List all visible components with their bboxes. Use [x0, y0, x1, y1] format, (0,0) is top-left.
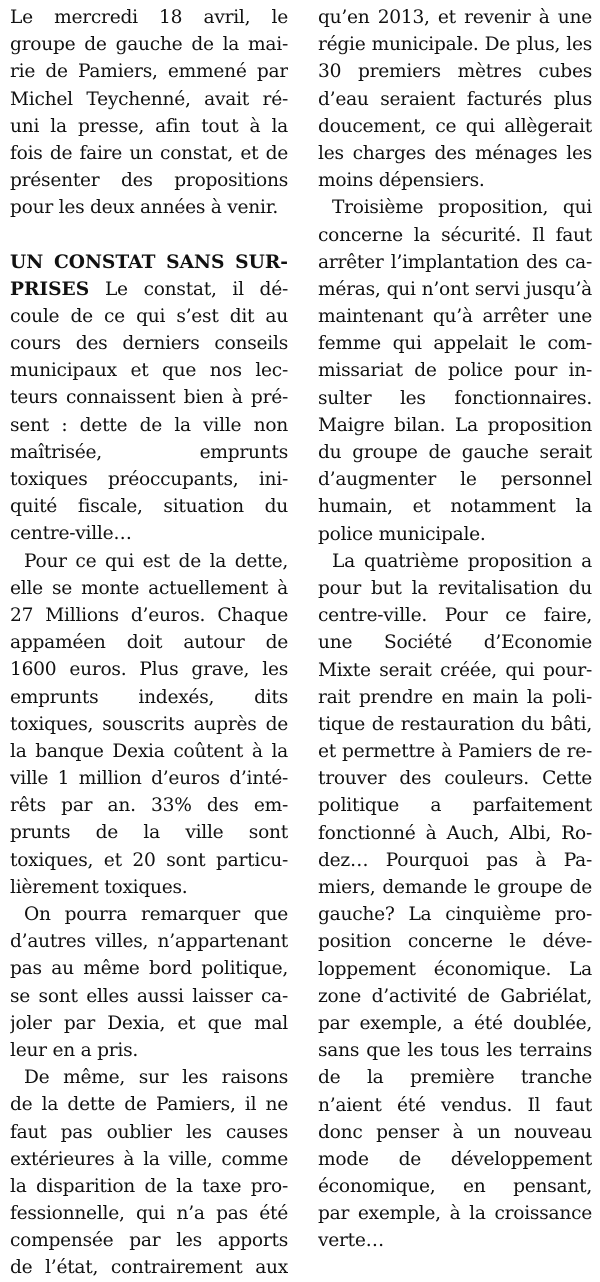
- text-line: par exemple, à la croissance: [318, 1203, 592, 1225]
- text-line: de la dette de Pamiers, il ne: [10, 1094, 288, 1116]
- text-line: mode de développement: [318, 1148, 592, 1170]
- text-line: pour les deux années à venir.: [10, 197, 278, 219]
- text-line: elle se monte actuellement à: [10, 577, 288, 599]
- text-line: groupe de gauche de la mai-: [10, 34, 288, 56]
- text-line: se sont elles aussi laisser ca-: [10, 985, 288, 1007]
- paragraph-intro: [10, 4, 288, 222]
- text-line: concerne la sécurité. Il faut: [318, 224, 592, 246]
- text-line: La quatrième proposition a: [332, 550, 592, 572]
- text-line: Le mercredi 18 avril, le: [10, 7, 288, 28]
- paragraph-autres-villes: [10, 901, 288, 1064]
- text-line: la banque Dexia coûtent à la: [10, 740, 288, 762]
- text-line: 1600 euros. Plus grave, les: [10, 659, 288, 681]
- paragraph-eau: [318, 4, 592, 194]
- text-line: sulter les fonctionnaires.: [318, 387, 592, 409]
- text-line: ville 1 million d’euros d’inté-: [10, 768, 288, 790]
- section-heading: UN CONSTAT SANS SUR-: [10, 251, 288, 273]
- text-line: compensée par les apports: [10, 1230, 288, 1252]
- text-line: 30 premiers mètres cubes: [318, 61, 592, 83]
- text-fragment: Le constat, il dé-: [89, 278, 288, 300]
- text-line: fessionnelle, qui n’a pas été: [10, 1203, 288, 1225]
- text-line: leur en a pris.: [10, 1039, 139, 1061]
- text-line: économique, en pensant,: [318, 1176, 592, 1198]
- text-line: n’aient été vendus. Il faut: [318, 1094, 592, 1116]
- text-line: teurs connaissent bien à pré-: [10, 387, 288, 409]
- text-line: fonctionné à Auch, Albi, Ro-: [318, 822, 592, 844]
- text-line: centre-ville…: [10, 523, 132, 545]
- text-line: On pourra remarquer que: [24, 904, 288, 925]
- text-line: maîtrisée, emprunts: [10, 441, 288, 463]
- text-line: d’autres villes, n’appartenant: [10, 931, 288, 953]
- text-line: humain, et notamment la: [318, 496, 592, 518]
- text-line: doucement, ce qui allègerait: [318, 115, 592, 137]
- text-line: toxiques, souscrits auprès de: [10, 713, 288, 735]
- text-line: une Société d’Economie: [318, 632, 592, 654]
- text-line: donc penser à un nouveau: [318, 1121, 592, 1143]
- text-line: arrêter l’implantation des ca-: [318, 251, 592, 273]
- text-line: de l’état, contrairement aux: [10, 1257, 288, 1279]
- text-line: d’eau seraient facturés plus: [318, 88, 592, 110]
- text-line: prunts de la ville sont: [10, 822, 288, 844]
- text-line: loppement économique. La: [318, 958, 592, 980]
- text-line: rie de Pamiers, emmené par: [10, 61, 288, 83]
- text-line: Michel Teychenné, avait ré-: [10, 88, 288, 110]
- text-line: trouver des couleurs. Cette: [318, 768, 592, 790]
- text-line: Troisième proposition, qui: [332, 197, 592, 219]
- text-line: lièrement toxiques.: [10, 876, 188, 898]
- text-line: pas au même bord politique,: [10, 958, 288, 980]
- column-divider: [300, 0, 301, 1116]
- paragraph-dette: [10, 548, 288, 901]
- text-line: emprunts indexés, dits: [10, 686, 288, 708]
- text-line: cours des derniers conseils: [10, 333, 288, 355]
- text-line: municipaux et que nos lec-: [10, 360, 288, 382]
- text-line: de la première tranche: [318, 1067, 592, 1089]
- text-line: dez… Pourquoi pas à Pa-: [318, 849, 592, 871]
- text-line: toxiques, et 20 sont particu-: [10, 849, 288, 871]
- text-line: [10, 249, 288, 276]
- text-line: Mixte serait créée, qui pour-: [318, 659, 592, 681]
- text-line: régie municipale. De plus, les: [318, 34, 592, 56]
- paragraph-securite: [318, 194, 592, 547]
- text-line: moins dépensiers.: [318, 170, 485, 192]
- text-line: du groupe de gauche serait: [318, 442, 592, 463]
- paragraph-centre-ville: [318, 548, 592, 1255]
- text-line: sent : dette de la ville non: [10, 414, 288, 436]
- text-line: missariat de police pour in-: [318, 360, 592, 382]
- text-line: fois de faire un constat, et de: [10, 142, 288, 164]
- text-line: toxiques préoccupants, ini-: [10, 469, 288, 490]
- text-line: politique a parfaitement: [318, 795, 592, 817]
- text-line: femme qui appelait le com-: [318, 333, 592, 355]
- text-line: joler par Dexia, et que mal: [10, 1012, 288, 1034]
- paragraph-constat: [10, 249, 288, 548]
- text-line: tique de restauration du bâti,: [318, 713, 592, 735]
- text-line: Pour ce qui est de la dette,: [24, 550, 288, 572]
- text-line: extérieures à la ville, comme: [10, 1148, 288, 1170]
- text-line: verte…: [318, 1230, 384, 1252]
- text-line: méras, qui n’ont servi jusqu’à: [318, 278, 592, 300]
- paragraph-raisons-dette: [10, 1064, 288, 1282]
- text-line: d’augmenter le personnel: [318, 469, 592, 491]
- article-column-right: [318, 4, 592, 1255]
- text-line: faut pas oublier les causes: [10, 1121, 288, 1143]
- text-line: la disparition de la taxe pro-: [10, 1175, 288, 1197]
- text-line: [10, 276, 288, 303]
- text-line: qu’en 2013, et revenir à une: [318, 7, 592, 28]
- text-line: présenter des propositions: [10, 170, 288, 192]
- text-line: uni la presse, afin tout à la: [10, 115, 288, 137]
- text-line: De même, sur les raisons: [24, 1067, 288, 1089]
- text-line: Maigre bilan. La proposition: [318, 414, 592, 436]
- section-heading-continued: PRISES: [10, 278, 90, 300]
- text-line: position concerne le déve-: [318, 931, 592, 953]
- text-line: coule de ce qui s’est dit au: [10, 305, 288, 327]
- text-line: pour but la revitalisation du: [318, 577, 592, 599]
- article-column-left: [10, 4, 288, 1282]
- text-line: sans que les tous les terrains: [318, 1040, 592, 1062]
- text-line: les charges des ménages les: [318, 142, 592, 164]
- text-line: et permettre à Pamiers de re-: [318, 741, 592, 763]
- text-line: rait prendre en main la poli-: [318, 686, 592, 708]
- text-line: police municipale.: [318, 523, 486, 545]
- text-line: 27 Millions d’euros. Chaque: [10, 604, 288, 626]
- text-line: gauche? La cinquième pro-: [318, 904, 592, 926]
- text-line: quité fiscale, situation du: [10, 496, 288, 518]
- text-line: zone d’activité de Gabriélat,: [318, 985, 592, 1007]
- text-line: miers, demande le groupe de: [318, 877, 592, 898]
- text-line: par exemple, a été doublée,: [318, 1012, 592, 1034]
- text-line: appaméen doit autour de: [10, 632, 288, 654]
- text-line: centre-ville. Pour ce faire,: [318, 605, 592, 627]
- text-line: maintenant qu’à arrêter une: [318, 306, 592, 328]
- text-line: rêts par an. 33% des em-: [10, 795, 288, 817]
